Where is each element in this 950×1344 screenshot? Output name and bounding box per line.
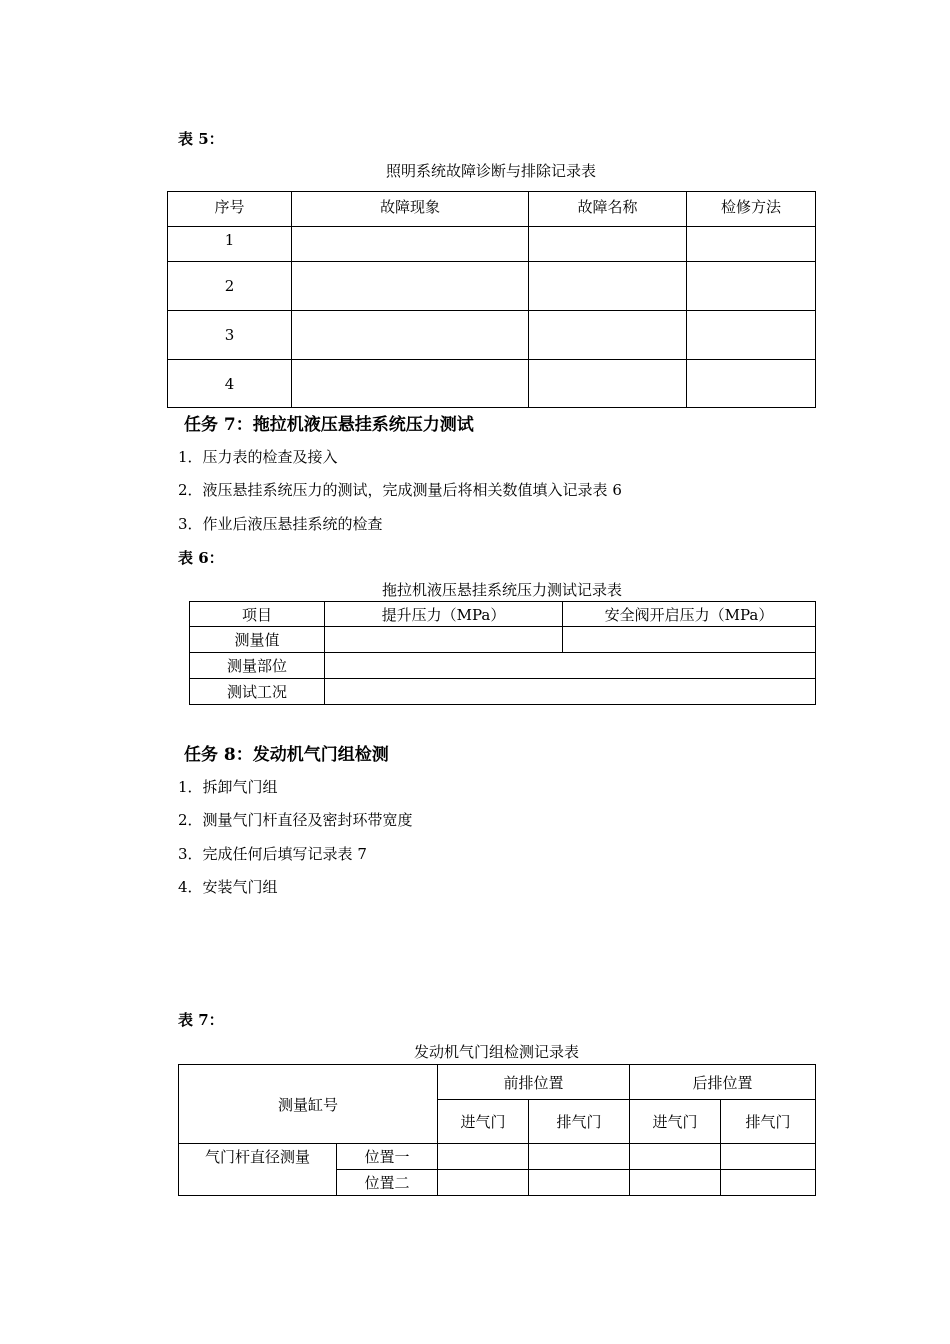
table-row [190,627,816,653]
row-label-measurement-location: 测量部位 [190,653,325,679]
row-label-measured-value: 测量值 [190,627,325,653]
cell-safety-valve-value[interactable] [563,627,816,653]
cell-front-exhaust-pos2[interactable] [529,1170,630,1196]
task8-step-2: 2．测量气门杆直径及密封环带宽度 [178,811,413,829]
task7-heading: 任务 7：拖拉机液压悬挂系统压力测试 [184,415,474,435]
header-rear-exhaust: 排气门 [721,1100,816,1144]
header-lift-pressure: 提升压力（MPa） [325,602,563,627]
cell-test-condition[interactable] [325,679,816,705]
cell-symptom[interactable] [292,262,529,311]
table-row [168,262,816,311]
table-header-row [179,1065,816,1100]
table-row [190,653,816,679]
cell-fault-name[interactable] [529,311,687,360]
table7-label: 表 7： [178,1011,224,1029]
table-row [168,227,816,262]
cell-symptom[interactable] [292,311,529,360]
table6-caption: 拖拉机液压悬挂系统压力测试记录表 [381,581,622,599]
header-front-intake: 进气门 [438,1100,529,1144]
table5-label: 表 5： [178,130,224,148]
task7-step-3: 3．作业后液压悬挂系统的检查 [178,515,383,533]
table-row [179,1144,816,1170]
task7-step-2: 2．液压悬挂系统压力的测试，完成测量后将相关数值填入记录表 6 [178,481,622,499]
header-safety-valve-pressure: 安全阀开启压力（MPa） [563,602,816,627]
header-repair-method: 检修方法 [687,192,816,227]
table-header-row [168,192,816,227]
cell-repair-method[interactable] [687,262,816,311]
cell-rear-intake-pos1[interactable] [630,1144,721,1170]
cell-repair-method[interactable] [687,311,816,360]
task8-step-1: 1．拆卸气门组 [178,778,278,796]
header-front-exhaust: 排气门 [529,1100,630,1144]
header-cylinder-number: 测量缸号 [179,1065,438,1144]
row-label-position-2: 位置二 [337,1170,438,1196]
cell-rear-intake-pos2[interactable] [630,1170,721,1196]
table-row [168,311,816,360]
cell-front-exhaust-pos1[interactable] [529,1144,630,1170]
table6-label: 表 6： [178,549,224,567]
table7-caption: 发动机气门组检测记录表 [413,1043,579,1061]
table-row [168,360,816,408]
row-number: 2 [168,262,292,311]
row-number: 3 [168,311,292,360]
task7-step-1: 1．压力表的检查及接入 [178,448,338,466]
cell-measurement-location[interactable] [325,653,816,679]
cell-symptom[interactable] [292,360,529,408]
row-number: 4 [168,360,292,408]
header-seq: 序号 [168,192,292,227]
cell-front-intake-pos2[interactable] [438,1170,529,1196]
cell-fault-name[interactable] [529,262,687,311]
task8-heading: 任务 8：发动机气门组检测 [184,745,389,765]
table-header-row [190,602,816,627]
row-label-stem-diameter: 气门杆直径测量 [179,1144,337,1196]
valve-inspection-table [178,1064,816,1196]
cell-lift-pressure-value[interactable] [325,627,563,653]
header-rear-position: 后排位置 [630,1065,816,1100]
row-number: 1 [168,227,292,262]
cell-front-intake-pos1[interactable] [438,1144,529,1170]
cell-fault-name[interactable] [529,360,687,408]
task8-step-3: 3．完成任何后填写记录表 7 [178,845,367,863]
header-item: 项目 [190,602,325,627]
cell-rear-exhaust-pos2[interactable] [721,1170,816,1196]
pressure-test-table [189,601,816,705]
header-fault-name: 故障名称 [529,192,687,227]
table-row [190,679,816,705]
fault-record-table [167,191,816,408]
row-label-test-condition: 测试工况 [190,679,325,705]
task8-step-4: 4．安装气门组 [178,878,278,896]
row-label-position-1: 位置一 [337,1144,438,1170]
cell-fault-name[interactable] [529,227,687,262]
header-rear-intake: 进气门 [630,1100,721,1144]
header-symptom: 故障现象 [292,192,529,227]
table5-caption: 照明系统故障诊断与排除记录表 [385,162,596,180]
cell-rear-exhaust-pos1[interactable] [721,1144,816,1170]
cell-repair-method[interactable] [687,227,816,262]
cell-repair-method[interactable] [687,360,816,408]
header-front-position: 前排位置 [438,1065,630,1100]
cell-symptom[interactable] [292,227,529,262]
